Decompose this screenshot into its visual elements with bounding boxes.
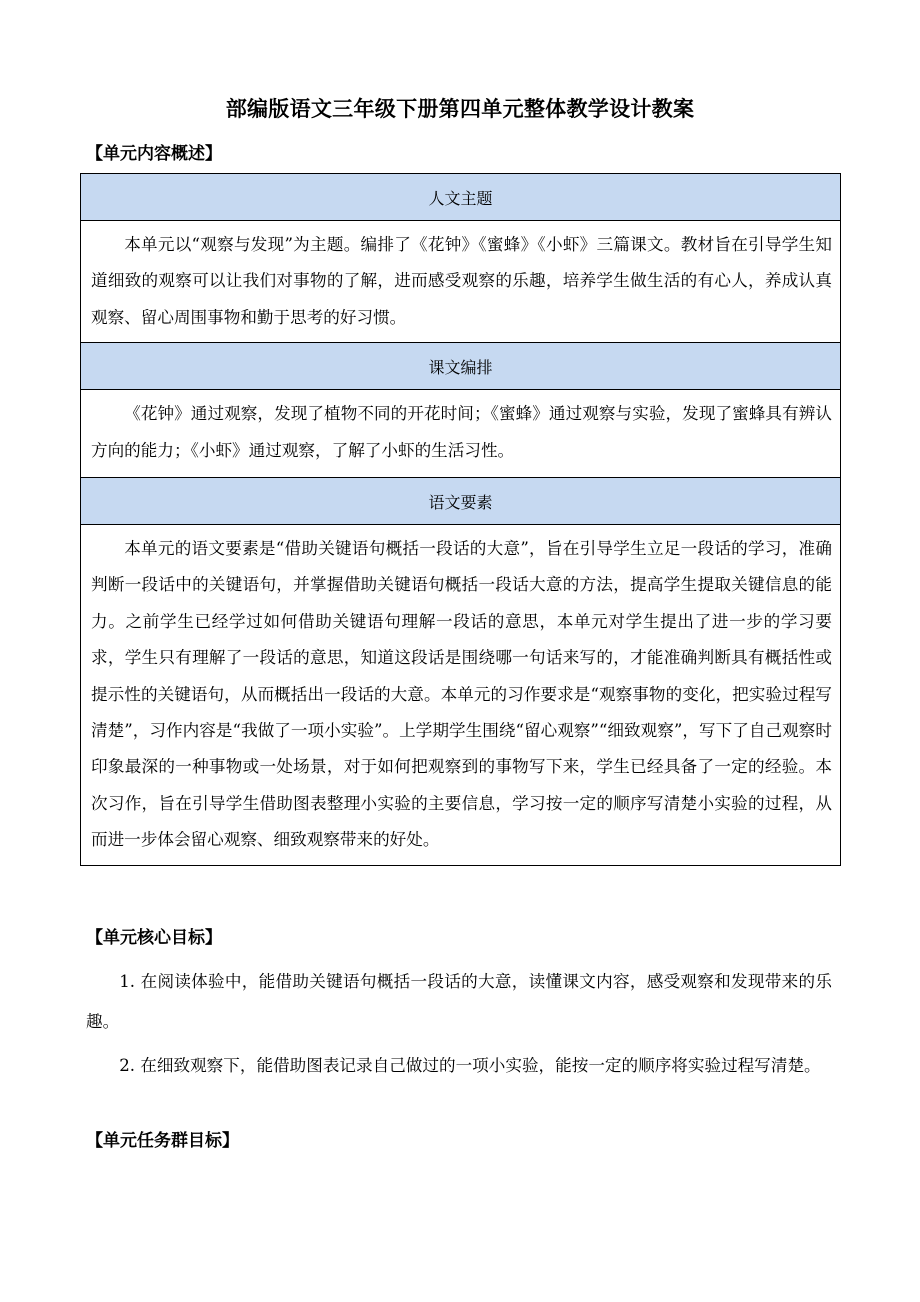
- arrangement-cell: [81, 390, 841, 478]
- task-goals-heading: 【单元任务群目标】: [86, 1131, 239, 1151]
- overview-heading: 【单元内容概述】: [86, 144, 222, 164]
- table-row: [81, 390, 841, 478]
- language-elements-cell: [81, 525, 841, 866]
- language-elements-text: 本单元的语文要素是“借助关键语句概括一段话的大意”，旨在引导学生立足一段话的学习，准确判断一段话中的关键语句，并掌握借助关键语句概括一段话大意的方法，提高学生提取关键信息的能力。之前学生已经学过如何借助关键语句理解一段话的意思，本单元对学生提出了进一步的学习要求，学生只有理解了一段话的意思，知道这段话是围绕哪一句话来写的，才能准确判断具有概括性或提示性的关键语句，从而概括出一段话的大意。本单元的习作要求是“观察事物的变化，把实验过程写清楚”，习作内容是“我做了一项小实验”。上学期学生围绕“留心观察”“细致观察”，写下了自己观察时印象最深的一种事物或一处场景，对于如何把观察到的事物写下来，学生已经具备了一定的经验。本次习作，旨在引导学生借助图表整理小实验的主要信息，学习按一定的顺序写清楚小实验的过程，从而进一步体会留心观察、细致观察带来的好处。: [91, 539, 832, 850]
- table-row: [81, 174, 841, 221]
- table-row: [81, 525, 841, 866]
- arrangement-header: 课文编排: [81, 343, 841, 390]
- table-row: [81, 221, 841, 343]
- core-goals-heading: 【单元核心目标】: [86, 928, 222, 948]
- core-goal-item-1: 1. 在阅读体验中，能借助关键语句概括一段话的大意，读懂课文内容，感受观察和发现带来的乐趣。: [86, 972, 832, 1031]
- table-row: [81, 343, 841, 390]
- arrangement-text: 《花钟》通过观察，发现了植物不同的开花时间；《蜜蜂》通过观察与实验，发现了蜜蜂具有辨认方向的能力；《小虾》通过观察，了解了小虾的生活习性。: [91, 404, 832, 460]
- theme-header: 人文主题: [81, 174, 841, 221]
- core-goal-item-2: 2. 在细致观察下，能借助图表记录自己做过的一项小实验，能按一定的顺序将实验过程写清楚。: [119, 1056, 821, 1075]
- table-row: [81, 478, 841, 525]
- document-title: 部编版语文三年级下册第四单元整体教学设计教案: [225, 97, 695, 121]
- theme-cell: [81, 221, 841, 343]
- theme-text: 本单元以“观察与发现”为主题。编排了《花钟》《蜜蜂》《小虾》三篇课文。教材旨在引导学生知道细致的观察可以让我们对事物的了解，进而感受观察的乐趣，培养学生做生活的有心人，养成认真观察、留心周围事物和勤于思考的好习惯。: [91, 235, 832, 327]
- language-elements-header: 语文要素: [81, 478, 841, 525]
- overview-table: [80, 173, 841, 866]
